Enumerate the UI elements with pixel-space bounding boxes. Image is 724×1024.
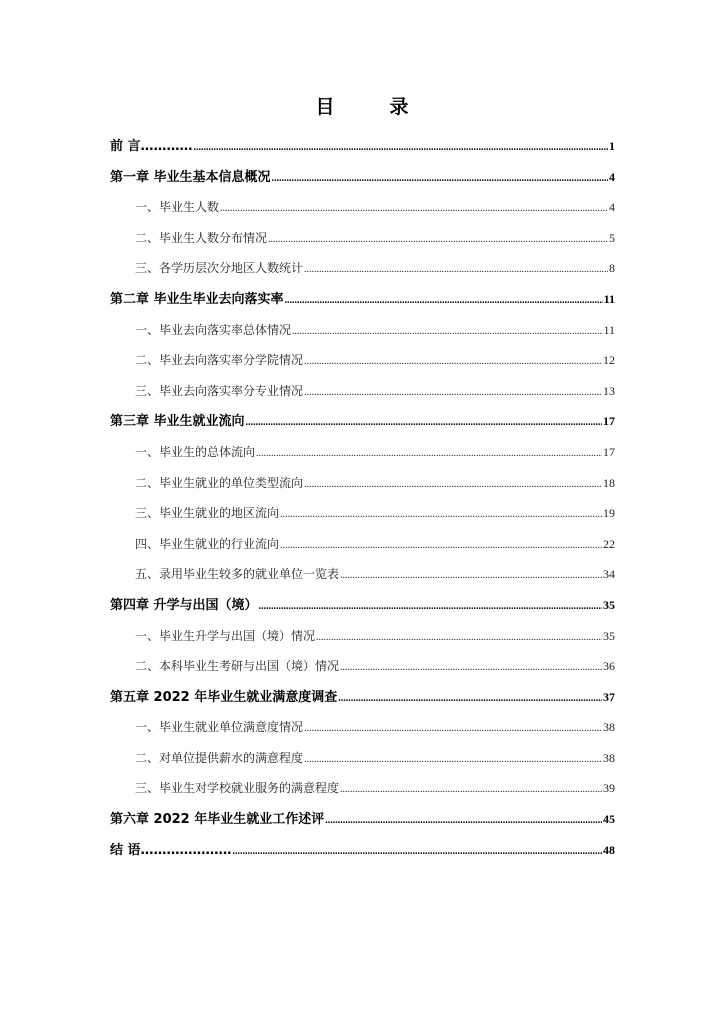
table-of-contents: [110, 133, 615, 867]
toc-section-entry[interactable]: [110, 653, 615, 684]
toc-leader-dots: [256, 441, 602, 467]
toc-chapter-entry[interactable]: [110, 286, 615, 317]
toc-leader-dots: [194, 135, 608, 161]
toc-entry-label: 第四章 升学与出国（境）: [110, 597, 258, 613]
toc-entry-label: 一、毕业生就业单位满意度情况: [135, 720, 304, 735]
toc-section-entry[interactable]: [110, 194, 615, 225]
toc-leader-dots: [304, 472, 602, 498]
toc-section-entry[interactable]: [110, 745, 615, 776]
toc-page-number: 39: [603, 781, 615, 796]
toc-entry-label: 四、毕业生就业的行业流向: [135, 536, 280, 551]
toc-entry-label: 结 语…………………: [110, 842, 232, 858]
toc-chapter-entry[interactable]: [110, 133, 615, 164]
toc-entry-label: 一、毕业生的总体流向: [135, 444, 256, 459]
toc-entry-label: 第一章 毕业生基本信息概况: [110, 169, 271, 185]
toc-page-number: 38: [603, 750, 615, 765]
toc-chapter-entry[interactable]: [110, 164, 615, 195]
toc-page-number: 12: [603, 353, 615, 368]
toc-leader-dots: [246, 410, 602, 436]
toc-page-number: 17: [603, 414, 615, 429]
toc-chapter-entry[interactable]: [110, 592, 615, 623]
page-title: 目 录: [315, 96, 427, 118]
toc-page-number: 36: [603, 659, 615, 674]
toc-leader-dots: [220, 196, 608, 222]
toc-page-number: 35: [603, 628, 615, 643]
toc-chapter-entry[interactable]: [110, 684, 615, 715]
toc-leader-dots: [340, 655, 602, 681]
toc-leader-dots: [340, 777, 602, 803]
toc-leader-dots: [304, 380, 602, 406]
toc-leader-dots: [304, 257, 608, 283]
toc-page-number: 34: [603, 567, 615, 582]
toc-page-number: 4: [609, 200, 615, 215]
toc-entry-label: 一、毕业生人数: [135, 200, 220, 215]
toc-leader-dots: [316, 625, 602, 651]
toc-entry-label: 第六章 2022 年毕业生就业工作述评: [110, 812, 325, 828]
toc-entry-label: 二、毕业生就业的单位类型流向: [135, 475, 304, 490]
toc-page-number: 11: [603, 322, 615, 337]
toc-leader-dots: [325, 808, 602, 834]
toc-page-number: 38: [603, 720, 615, 735]
toc-leader-dots: [280, 502, 602, 528]
toc-entry-label: 第二章 毕业生毕业去向落实率: [110, 291, 284, 307]
toc-page-number: 19: [603, 506, 615, 521]
toc-entry-label: 二、毕业去向落实率分学院情况: [135, 353, 304, 368]
toc-section-entry[interactable]: [110, 714, 615, 745]
toc-page-number: 45: [603, 812, 615, 827]
toc-entry-label: 一、毕业去向落实率总体情况: [135, 322, 292, 337]
toc-entry-label: 三、各学历层次分地区人数统计: [135, 261, 304, 276]
toc-section-entry[interactable]: [110, 225, 615, 256]
toc-leader-dots: [340, 563, 602, 589]
toc-entry-label: 第三章 毕业生就业流向: [110, 414, 245, 430]
toc-leader-dots: [268, 227, 608, 253]
toc-leader-dots: [233, 839, 602, 865]
toc-chapter-entry[interactable]: [110, 408, 615, 439]
toc-leader-dots: [285, 288, 603, 314]
toc-leader-dots: [292, 319, 602, 345]
toc-chapter-entry[interactable]: [110, 806, 615, 837]
toc-leader-dots: [259, 594, 602, 620]
toc-entry-label: 第五章 2022 年毕业生就业满意度调查: [110, 689, 338, 705]
toc-section-entry[interactable]: [110, 347, 615, 378]
toc-leader-dots: [304, 716, 602, 742]
toc-page-number: 5: [609, 230, 615, 245]
toc-page-number: 35: [603, 597, 615, 612]
toc-page-number: 37: [603, 689, 615, 704]
toc-leader-dots: [338, 686, 602, 712]
toc-section-entry[interactable]: [110, 531, 615, 562]
toc-page-number: 18: [603, 475, 615, 490]
toc-entry-label: 三、毕业去向落实率分专业情况: [135, 383, 304, 398]
toc-entry-label: 二、本科毕业生考研与出国（境）情况: [135, 659, 340, 674]
toc-entry-label: 一、毕业生升学与出国（境）情况: [135, 628, 316, 643]
toc-page-number: 11: [603, 291, 615, 306]
toc-leader-dots: [280, 533, 602, 559]
toc-leader-dots: [304, 747, 602, 773]
toc-entry-label: 二、对单位提供薪水的满意程度: [135, 750, 304, 765]
toc-page-number: 48: [603, 842, 615, 857]
toc-page-number: 13: [603, 383, 615, 398]
toc-section-entry[interactable]: [110, 378, 615, 409]
toc-page-number: 1: [609, 139, 615, 153]
toc-entry-label: 三、毕业生对学校就业服务的满意程度: [135, 781, 340, 796]
toc-section-entry[interactable]: [110, 317, 615, 348]
toc-section-entry[interactable]: [110, 470, 615, 501]
toc-leader-dots: [304, 349, 602, 375]
toc-page-number: 17: [603, 444, 615, 459]
toc-page-number: 4: [609, 169, 615, 184]
toc-page-number: 22: [603, 536, 615, 551]
toc-section-entry[interactable]: [110, 255, 615, 286]
toc-entry-label: 前 言…………: [110, 139, 193, 154]
toc-section-entry[interactable]: [110, 500, 615, 531]
toc-entry-label: 三、毕业生就业的地区流向: [135, 506, 280, 521]
toc-leader-dots: [272, 166, 608, 192]
toc-section-entry[interactable]: [110, 623, 615, 654]
toc-entry-label: 二、毕业生人数分布情况: [135, 230, 268, 245]
toc-chapter-entry[interactable]: [110, 837, 615, 868]
toc-page-number: 8: [609, 261, 615, 276]
toc-section-entry[interactable]: [110, 775, 615, 806]
toc-section-entry[interactable]: [110, 439, 615, 470]
toc-section-entry[interactable]: [110, 561, 615, 592]
toc-entry-label: 五、录用毕业生较多的就业单位一览表: [135, 567, 340, 582]
